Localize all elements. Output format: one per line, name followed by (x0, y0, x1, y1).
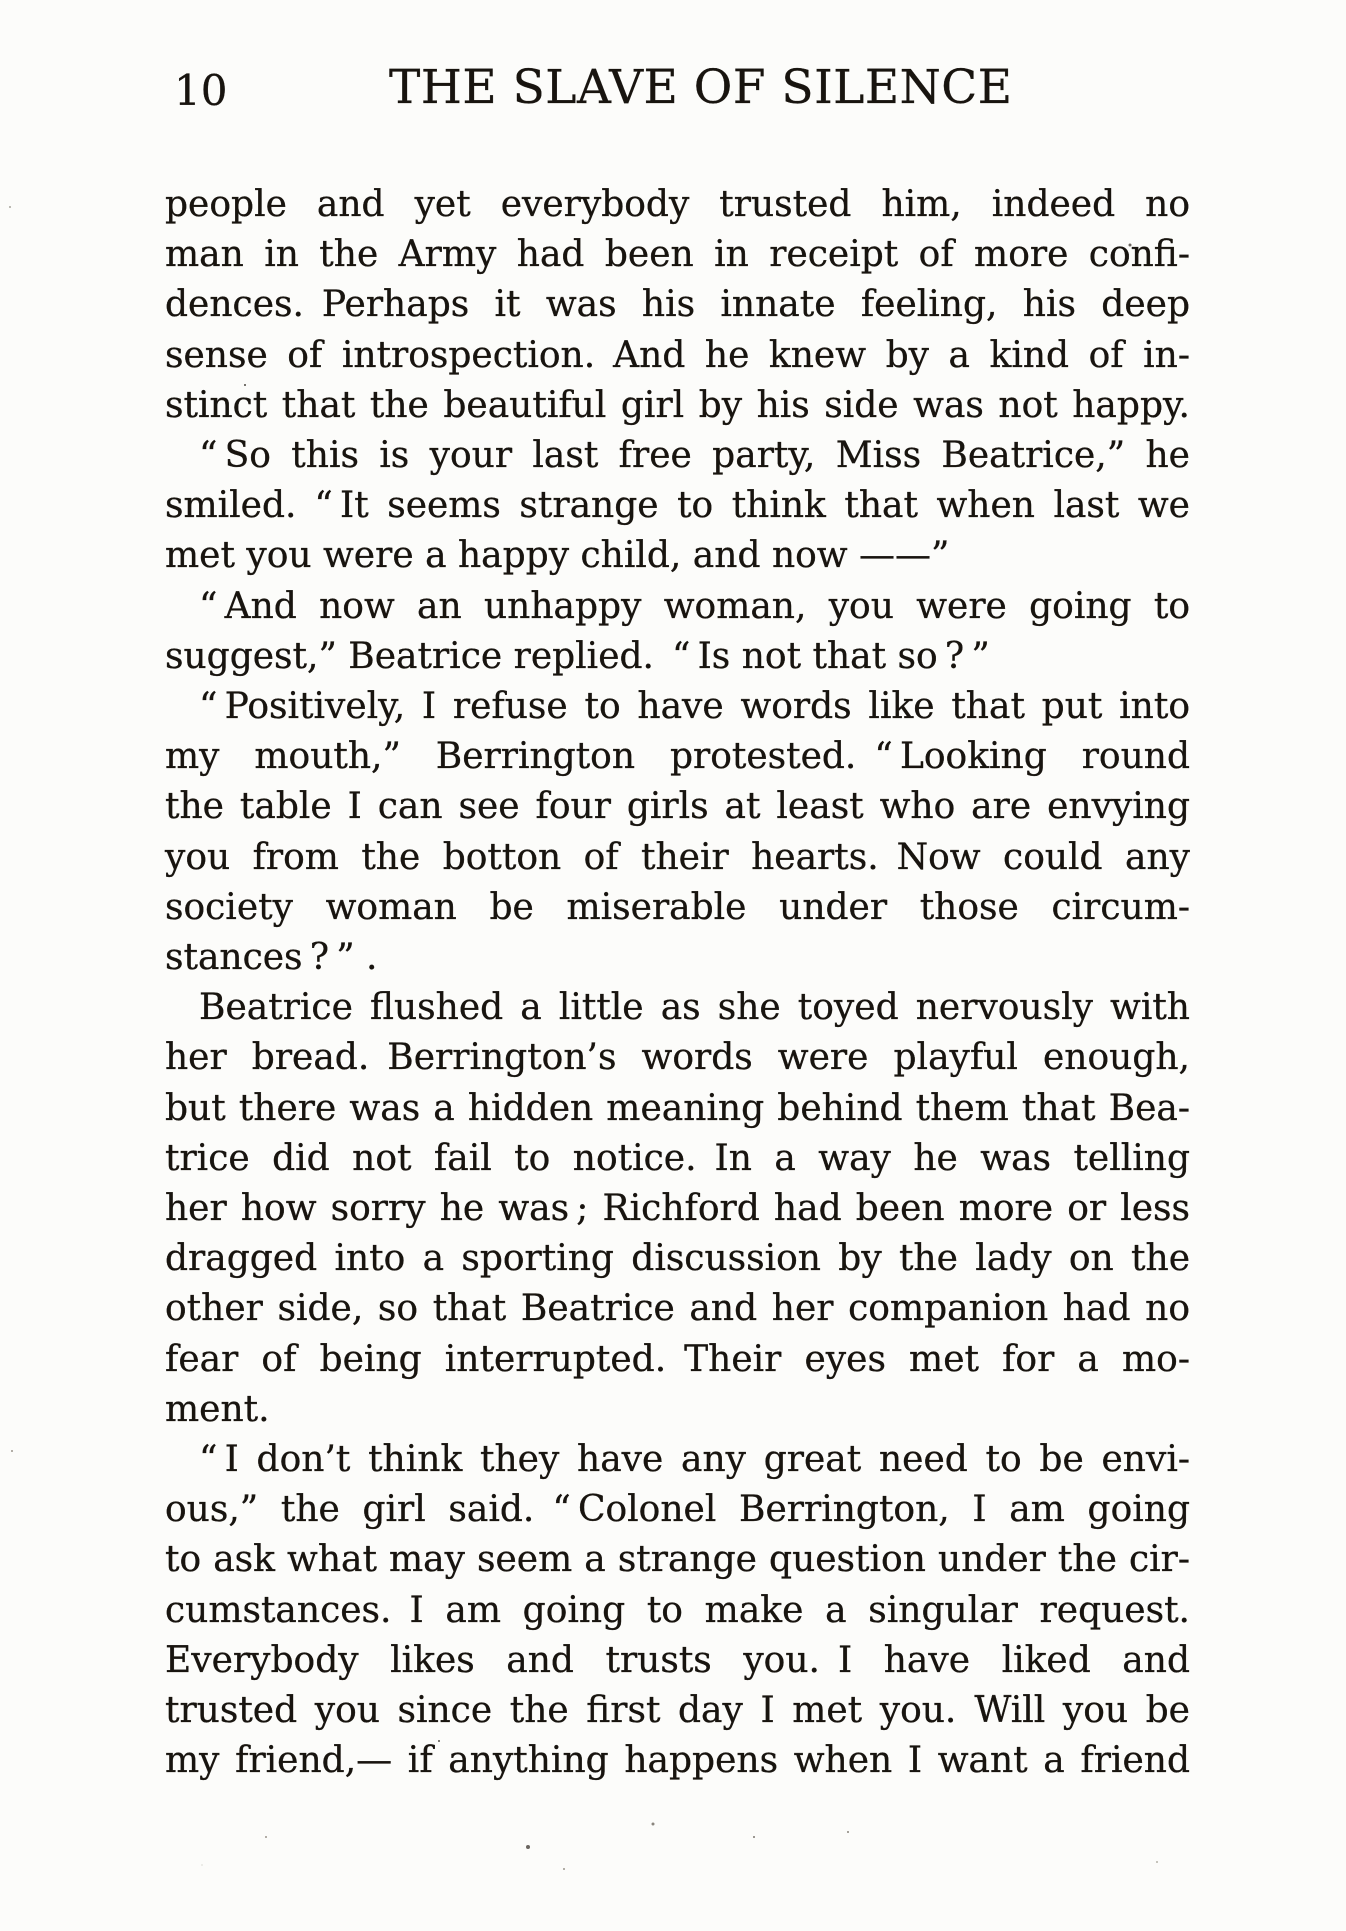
text-line: sense of introspection. And he knew by a kind of in- (165, 334, 1190, 376)
text-line: other side, so that Beatrice and her companion had no (165, 1288, 1190, 1330)
text-line: trice did not fail to notice. In a way he was telling (165, 1137, 1190, 1179)
text-block (165, 180, 1190, 1787)
text-line: “ Positively, I refuse to have words like that put into (199, 686, 1190, 728)
text-line: ous,” the girl said. “ Colonel Berrington, I am going (165, 1489, 1190, 1531)
text-line: my friend,— if anything happens when I want a friend (165, 1740, 1190, 1782)
text-line: trusted you since the first day I met you. Will you be (165, 1690, 1190, 1732)
text-line: dragged into a sporting discussion by the lady on the (165, 1238, 1190, 1280)
text-line: her bread. Berrington’s words were playful enough, (165, 1037, 1190, 1079)
text-line: cumstances. I am going to make a singular request. (165, 1589, 1190, 1631)
text-line: you from the botton of their hearts. Now could any (165, 836, 1190, 878)
text-line: “ And now an unhappy woman, you were going to (199, 585, 1190, 627)
text-line: “ So this is your last free party, Miss Beatrice,” he (199, 435, 1190, 477)
text-line: smiled. “ It seems strange to think that when last we (165, 485, 1190, 527)
page-number: 10 (174, 66, 228, 115)
text-line: but there was a hidden meaning behind them that Bea- (165, 1087, 1190, 1129)
text-line: her how sorry he was ; Richford had been more or less (165, 1188, 1190, 1230)
text-line: the table I can see four girls at least who are envying (165, 786, 1190, 828)
text-line: Everybody likes and trusts you. I have liked and (165, 1639, 1190, 1681)
text-line: my mouth,” Berrington protested. “ Looking round (165, 736, 1190, 778)
text-line: people and yet everybody trusted him, indeed no (165, 184, 1190, 225)
scan-speck-noise (0, 0, 4, 4)
text-line: met you were a happy child, and now ——” (165, 535, 950, 577)
text-line: to ask what may seem a strange question under the cir- (165, 1539, 1190, 1581)
text-line: “ I don’t think they have any great need to be envi- (199, 1439, 1190, 1481)
text-line: dences. Perhaps it was his innate feeling, his deep (165, 284, 1190, 326)
text-line: ment. (165, 1388, 270, 1430)
text-line: Beatrice flushed a little as she toyed nervously with (199, 987, 1190, 1029)
text-line: stances ? ” . (165, 937, 378, 979)
text-line: fear of being interrupted. Their eyes met for a mo- (165, 1338, 1190, 1380)
running-header-title: THE SLAVE OF SILENCE (389, 60, 1013, 115)
text-line: man in the Army had been in receipt of more confi- (165, 234, 1190, 276)
text-line: stinct that the beautiful girl by his side was not happy. (165, 384, 1190, 426)
text-line: society woman be miserable under those circum- (165, 886, 1190, 928)
text-line: suggest,” Beatrice replied. “ Is not that so ? ” (165, 635, 990, 677)
